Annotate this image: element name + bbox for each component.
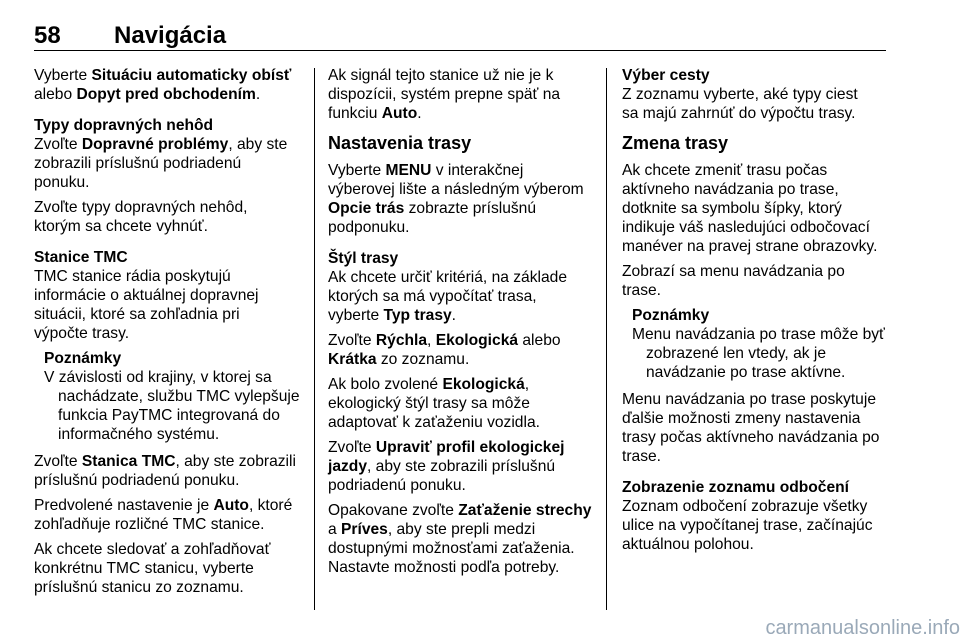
paragraph: Ak signál tejto stanice už nie je k dispozícii, systém prepne späť na funkciu Auto. (328, 67, 561, 122)
paragraph: Zoznam odbočení zobrazuje všetky ulice na vypočítanej trase, začínajúc aktuálnou polohou. (622, 498, 873, 553)
paragraph: Vyberte Situáciu automaticky obísť alebo Dopyt pred obchodením. (34, 67, 292, 103)
paragraph: Vyberte MENU v interakčnej výberovej lište a následným výberom Opcie trás zobrazte príslušnú podponuku. (328, 162, 584, 236)
note-text: zobrazené len vtedy, ak je navádzanie po trase aktívne. (646, 345, 846, 381)
paragraph: Ak chcete sledovať a zohľadňovať konkrétnu TMC stanicu, vyberte príslušnú stanicu zo zoznamu. (34, 541, 271, 596)
note-text: V závislosti od krajiny, v ktorej sa (44, 369, 272, 386)
section-heading: Stanice TMC (34, 249, 128, 266)
column-divider-1 (314, 68, 315, 610)
note-box (632, 306, 894, 382)
column-3 (622, 66, 894, 560)
note-text: nachádzate, službu TMC vylepšuje funkcia PayTMC integrovaná do informačného systému. (58, 388, 300, 443)
note-title: Poznámky (44, 350, 122, 367)
section-title: Nastavenia trasy (328, 133, 472, 153)
note-text: Menu navádzania po trase môže byť (632, 326, 885, 343)
paragraph: Zvoľte Rýchla, Ekologická alebo Krátka zo zoznamu. (328, 332, 561, 368)
paragraph: Zvoľte Dopravné problémy, aby ste zobrazili príslušnú podriadenú ponuku. (34, 136, 288, 191)
section-heading: Štýl trasy (328, 250, 399, 267)
section-heading: Typy dopravných nehôd (34, 117, 214, 134)
paragraph: Ak chcete zmeniť trasu počas aktívneho navádzania po trase, dotknite sa symbolu šípky, ktorý indikuje váš nasledujúci odbočovací manéver na pravej strane obrazovky. (622, 162, 878, 255)
paragraph: Zvoľte Stanica TMC, aby ste zobrazili príslušnú podriadenú ponuku. (34, 453, 296, 489)
section-title: Zmena trasy (622, 133, 729, 153)
paragraph: Zobrazí sa menu navádzania po trase. (622, 263, 845, 299)
column-1 (34, 66, 306, 603)
paragraph: Zvoľte Upraviť profil ekologickej jazdy, aby ste zobrazili príslušnú podriadenú ponuku. (328, 439, 565, 494)
page-number: 58 (34, 22, 61, 49)
paragraph: Menu navádzania po trase poskytuje ďalšie možnosti zmeny nastavenia trasy počas aktívneho navádzania po trase. (622, 391, 880, 465)
page-title: Navigácia (114, 22, 227, 49)
paragraph: Zvoľte typy dopravných nehôd, ktorým sa chcete vyhnúť. (34, 199, 248, 235)
section-heading: Zobrazenie zoznamu odbočení (622, 479, 849, 496)
watermark: carmanualsonline.info (765, 617, 960, 639)
paragraph: Ak bolo zvolené Ekologická, ekologický štýl trasy sa môže adaptovať k zaťaženiu vozidla. (328, 376, 540, 431)
column-divider-2 (606, 68, 607, 610)
paragraph: Opakovane zvoľte Zaťaženie strechy a Príves, aby ste prepli medzi dostupnými možnosťami zaťaženia. Nastavte možnosti podľa potreby. (328, 502, 592, 576)
paragraph: Z zoznamu vyberte, aké typy ciest sa majú zahrnúť do výpočtu trasy. (622, 86, 858, 122)
paragraph: Ak chcete určiť kritériá, na základe ktorých sa má vypočítať trasa, vyberte Typ trasy. (328, 269, 567, 324)
column-2 (328, 66, 600, 583)
paragraph: TMC stanice rádia poskytujú informácie o aktuálnej dopravnej situácii, ktoré sa zohľadnia pri výpočte trasy. (34, 268, 259, 342)
header-rule (34, 50, 886, 51)
page-header (34, 22, 886, 52)
paragraph: Predvolené nastavenie je Auto, ktoré zohľadňuje rozličné TMC stanice. (34, 497, 293, 533)
section-heading: Výber cesty (622, 67, 710, 84)
note-box (44, 349, 306, 444)
note-title: Poznámky (632, 307, 710, 324)
